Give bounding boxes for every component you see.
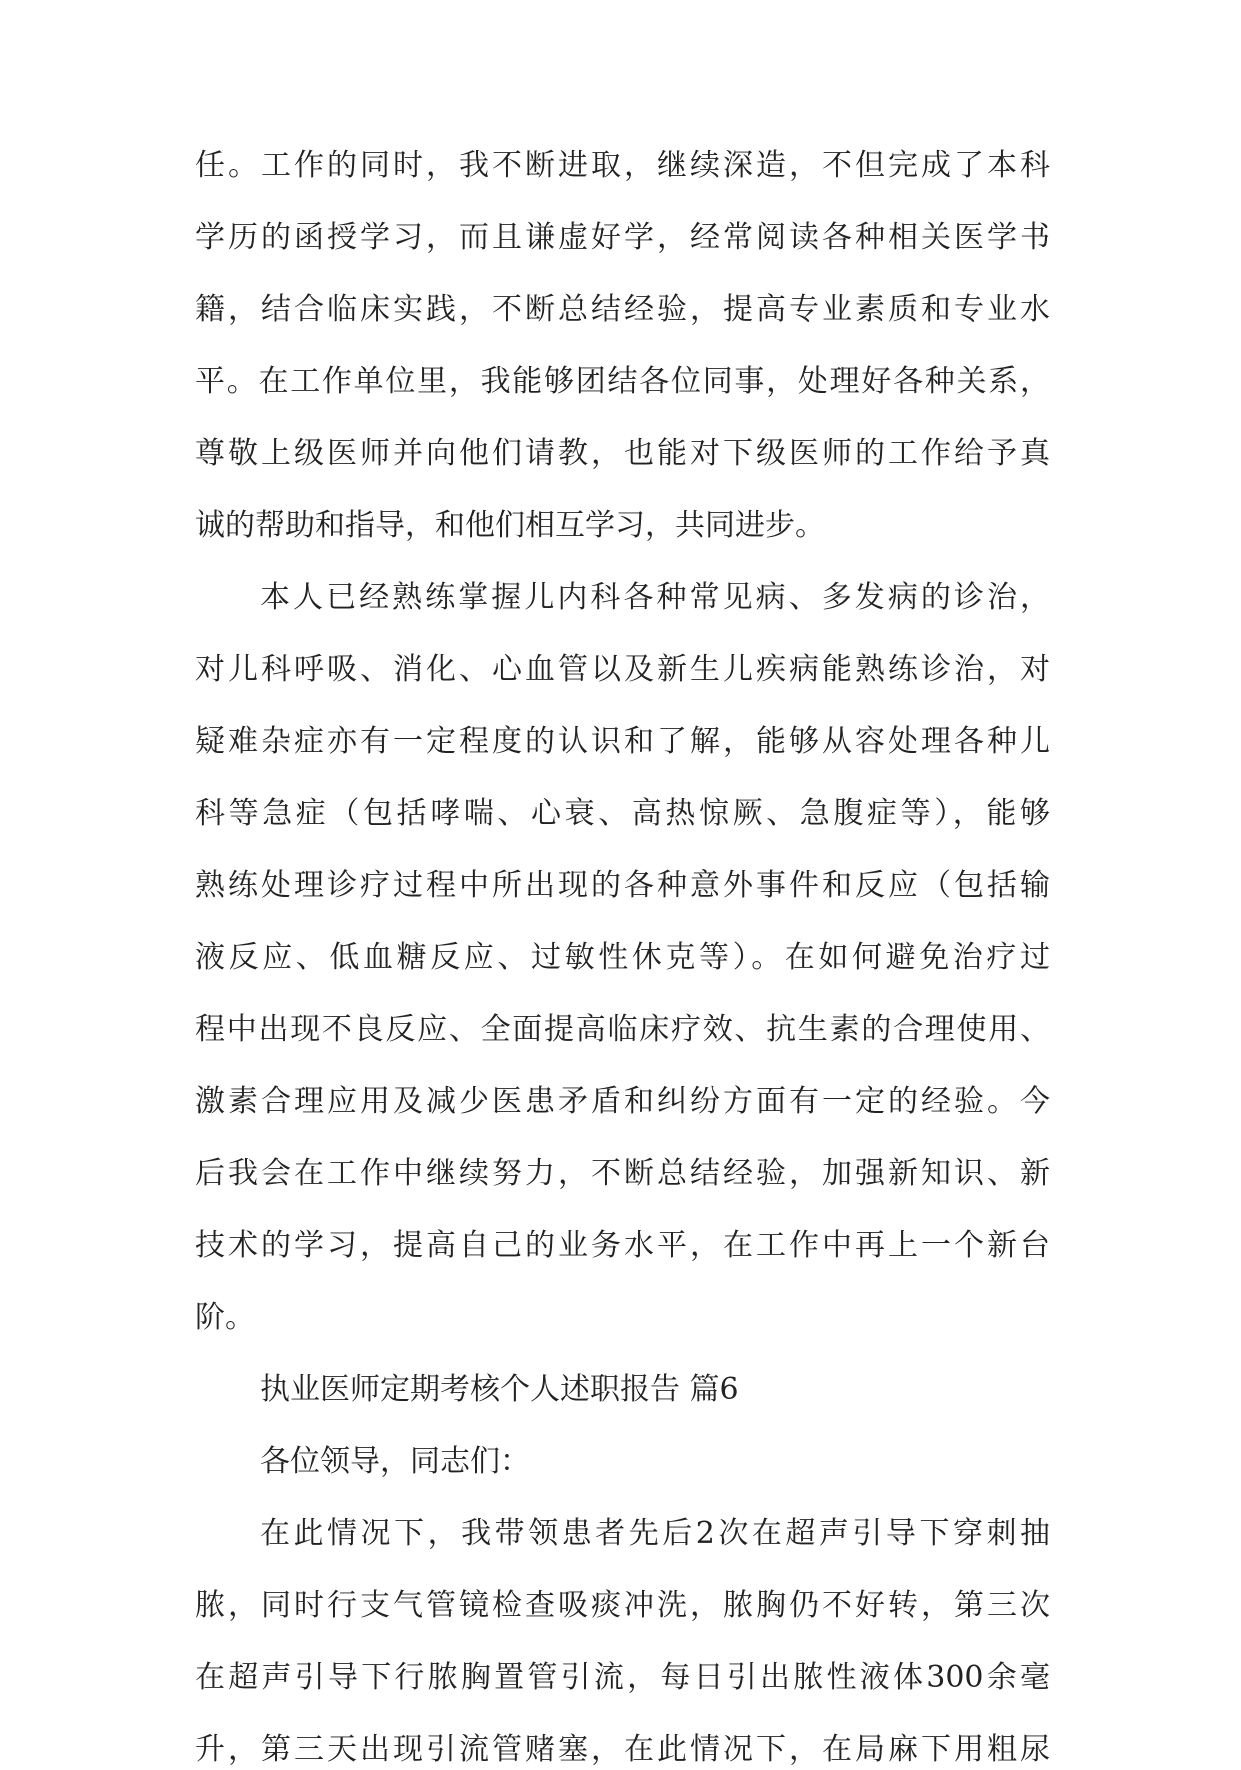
paragraph-3-line: 在此情况下，我带领患者先后2次在超声引导下穿刺抽 [260, 1516, 1050, 1551]
paragraph-2-line: 技术的学习，提高自己的业务水平，在工作中再上一个新台 [195, 1228, 1050, 1263]
paragraph-3-line: 在超声引导下行脓胸置管引流，每日引出脓性液体300余毫 [195, 1660, 1050, 1695]
paragraph-2-line: 科等急症（包括哮喘、心衰、高热惊厥、急腹症等），能够 [195, 796, 1050, 831]
paragraph-2-line: 阶。 [195, 1300, 255, 1335]
paragraph-2-line: 程中出现不良反应、全面提高临床疗效、抗生素的合理使用、 [195, 1012, 1050, 1047]
paragraph-3-line: 脓，同时行支气管镜检查吸痰冲洗，脓胸仍不好转，第三次 [195, 1588, 1050, 1623]
paragraph-1-line: 诚的帮助和指导，和他们相互学习，共同进步。 [195, 508, 825, 543]
paragraph-1-line: 学历的函授学习，而且谦虚好学，经常阅读各种相关医学书 [195, 220, 1050, 255]
paragraph-1-line: 尊敬上级医师并向他们请教，也能对下级医师的工作给予真 [195, 436, 1050, 471]
paragraph-2-line: 对儿科呼吸、消化、心血管以及新生儿疾病能熟练诊治，对 [195, 652, 1050, 687]
paragraph-1-line: 任。工作的同时，我不断进取，继续深造，不但完成了本科 [195, 148, 1050, 183]
paragraph-2-line: 后我会在工作中继续努力，不断总结经验，加强新知识、新 [195, 1156, 1050, 1191]
section-title: 执业医师定期考核个人述职报告 篇6 [260, 1372, 739, 1407]
paragraph-1-line: 籍，结合临床实践，不断总结经验，提高专业素质和专业水 [195, 292, 1050, 327]
paragraph-2-line: 本人已经熟练掌握儿内科各种常见病、多发病的诊治， [260, 580, 1050, 615]
paragraph-2-line: 疑难杂症亦有一定程度的认识和了解，能够从容处理各种儿 [195, 724, 1050, 759]
paragraph-2-line: 熟练处理诊疗过程中所出现的各种意外事件和反应（包括输 [195, 868, 1050, 903]
paragraph-2-line: 液反应、低血糖反应、过敏性休克等）。在如何避免治疗过 [195, 940, 1050, 975]
paragraph-1-line: 平。在工作单位里，我能够团结各位同事，处理好各种关系， [195, 364, 1050, 399]
paragraph-3-line: 升，第三天出现引流管赌塞，在此情况下，在局麻下用粗尿 [195, 1732, 1050, 1767]
greeting: 各位领导，同志们： [260, 1444, 530, 1479]
paragraph-2-line: 激素合理应用及减少医患矛盾和纠纷方面有一定的经验。今 [195, 1084, 1050, 1119]
